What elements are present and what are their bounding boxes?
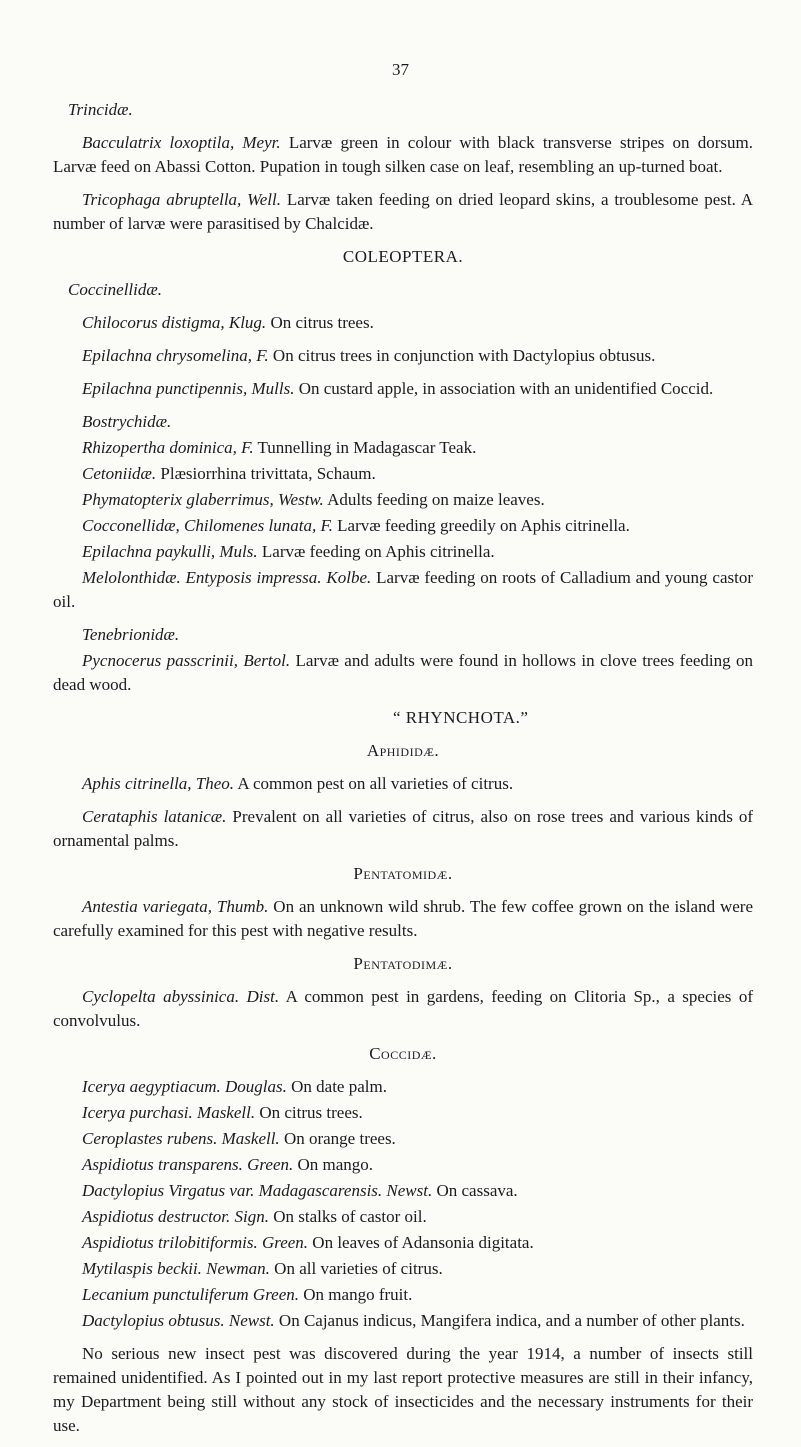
entry-text: Prevalent on all varieties of citrus, also on rose trees and various kinds of ornamental palms.: [53, 807, 753, 850]
entry-text: A common pest on all varieties of citrus.: [234, 774, 514, 793]
entry-text: Larvæ and adults were found in hollows in clove trees feeding on dead wood.: [53, 651, 754, 694]
species-name: Epilachna paykulli, Muls.: [82, 542, 258, 561]
document-body: [53, 98, 753, 1447]
species-name: Lecanium punctuliferum Green.: [82, 1285, 300, 1304]
species-entry: [53, 462, 753, 486]
species-name: Aspidiotus trilobitiformis. Green.: [82, 1233, 309, 1252]
species-name: Bacculatrix loxoptila, Meyr.: [82, 133, 281, 152]
species-entry: [53, 805, 753, 853]
family-heading: Coccidæ.: [369, 1044, 437, 1063]
section-heading: Trincidæ.: [68, 100, 133, 119]
family-heading: Aphididæ.: [366, 741, 440, 760]
species-entry: [53, 1309, 753, 1333]
species-name: Epilachna chrysomelina, F.: [82, 346, 269, 365]
species-name: Epilachna punctipennis, Mulls.: [82, 379, 295, 398]
entry-text: On stalks of castor oil.: [269, 1207, 427, 1226]
entry-text: Plæsiorrhina trivittata, Schaum.: [156, 464, 376, 483]
entry-text: On Cajanus indicus, Mangifera indica, and a number of other plants.: [274, 1311, 745, 1330]
species-name: Icerya aegyptiacum. Douglas.: [82, 1077, 287, 1096]
species-name: Cyclopelta abyssinica. Dist.: [82, 987, 280, 1006]
species-name: Aphis citrinella, Theo.: [82, 774, 235, 793]
entry-text: On mango.: [293, 1155, 374, 1174]
species-entry: [53, 566, 753, 614]
entry-text: Adults feeding on maize leaves.: [323, 490, 545, 509]
species-entry: [53, 131, 753, 179]
entry-text: A common pest in gardens, feeding on Clitoria Sp., a species of convolvulus.: [53, 987, 753, 1030]
species-entry: [53, 436, 753, 460]
entry-text: Larvæ feeding on Aphis citrinella.: [257, 542, 495, 561]
species-name: Chilocorus distigma, Klug.: [82, 313, 267, 332]
order-heading: “ RHYNCHOTA.”: [393, 708, 529, 727]
order-heading: COLEOPTERA.: [342, 247, 464, 266]
entry-text: On citrus trees.: [266, 313, 374, 332]
species-entry: [53, 188, 753, 236]
species-entry: [53, 1283, 753, 1307]
species-entry: [53, 514, 753, 538]
species-entry: [53, 1127, 753, 1151]
species-entry: [53, 623, 753, 647]
species-name: Aspidiotus transparens. Green.: [82, 1155, 294, 1174]
entry-text: On all varieties of citrus.: [269, 1259, 443, 1278]
species-name: Pycnocerus passcrinii, Bertol.: [82, 651, 291, 670]
species-entry: [53, 1101, 753, 1125]
species-entry: [53, 377, 753, 401]
species-name: Rhizopertha dominica, F.: [82, 438, 254, 457]
species-entry: [53, 410, 753, 434]
species-name: Mytilaspis beckii. Newman.: [82, 1259, 270, 1278]
species-entry: [53, 1342, 753, 1438]
entry-text: On mango fruit.: [299, 1285, 413, 1304]
species-entry: [53, 1205, 753, 1229]
species-name: Melolonthidæ. Entyposis impressa. Kolbe.: [82, 568, 372, 587]
entry-text: Larvæ taken feeding on dried leopard skins, a troublesome pest. A number of larvæ were parasitised by Chalcidæ.: [53, 190, 753, 233]
species-name: Bostrychidæ.: [82, 412, 172, 431]
entry-text: On orange trees.: [279, 1129, 396, 1148]
species-entry: [53, 488, 753, 512]
species-name: Cerataphis latanicæ.: [82, 807, 227, 826]
species-name: Icerya purchasi. Maskell.: [82, 1103, 256, 1122]
family-heading: Pentatomidæ.: [353, 864, 453, 883]
species-entry: [53, 344, 753, 368]
page-number: 37: [392, 60, 409, 79]
entry-text: On citrus trees in conjunction with Dactylopius obtusus.: [268, 346, 656, 365]
species-entry: [53, 1179, 753, 1203]
species-name: Ceroplastes rubens. Maskell.: [82, 1129, 280, 1148]
entry-text: On citrus trees.: [255, 1103, 363, 1122]
entry-text: Larvæ green in colour with black transverse stripes on dorsum. Larvæ feed on Abassi Cotton. Pupation in tough silken case on leaf, resembling an up-turned boat.: [53, 133, 753, 176]
species-entry: [53, 1075, 753, 1099]
species-name: Tricophaga abruptella, Well.: [82, 190, 281, 209]
species-name: Cocconellidæ, Chilomenes lunata, F.: [82, 516, 333, 535]
species-name: Aspidiotus destructor. Sign.: [82, 1207, 270, 1226]
entry-text: On leaves of Adansonia digitata.: [308, 1233, 534, 1252]
entry-text: Larvæ feeding on roots of Calladium and young castor oil.: [53, 568, 753, 611]
entry-text: On date palm.: [286, 1077, 387, 1096]
entry-text: Larvæ feeding greedily on Aphis citrinella.: [332, 516, 630, 535]
species-entry: [53, 649, 753, 697]
species-entry: [53, 1231, 753, 1255]
entry-text: On cassava.: [432, 1181, 518, 1200]
entry-text: Tunnelling in Madagascar Teak.: [253, 438, 477, 457]
species-entry: [53, 540, 753, 564]
species-name: Dactylopius Virgatus var. Madagascarensis. Newst.: [82, 1181, 433, 1200]
species-entry: [53, 895, 753, 943]
species-name: Antestia variegata, Thumb.: [82, 897, 269, 916]
species-name: Cetoniidæ.: [82, 464, 157, 483]
section-heading: Coccinellidæ.: [68, 280, 162, 299]
species-name: Phymatopterix glaberrimus, Westw.: [82, 490, 324, 509]
species-entry: [53, 1153, 753, 1177]
entry-text: On an unknown wild shrub. The few coffee grown on the island were carefully examined for this pest with negative results.: [53, 897, 754, 940]
species-entry: [53, 311, 753, 335]
entry-text: No serious new insect pest was discovered during the year 1914, a number of insects still remained unidentified. As I pointed out in my last report protective measures are still in their infancy, my Department being still without any stock of insecticides and the necessary instruments for their use.: [53, 1344, 753, 1435]
species-entry: [53, 1257, 753, 1281]
species-name: Dactylopius obtusus. Newst.: [82, 1311, 275, 1330]
species-name: Tenebrionidæ.: [82, 625, 180, 644]
entry-text: On custard apple, in association with an unidentified Coccid.: [294, 379, 714, 398]
family-heading: Pentatodimæ.: [353, 954, 453, 973]
species-entry: [53, 772, 753, 796]
species-entry: [53, 985, 753, 1033]
